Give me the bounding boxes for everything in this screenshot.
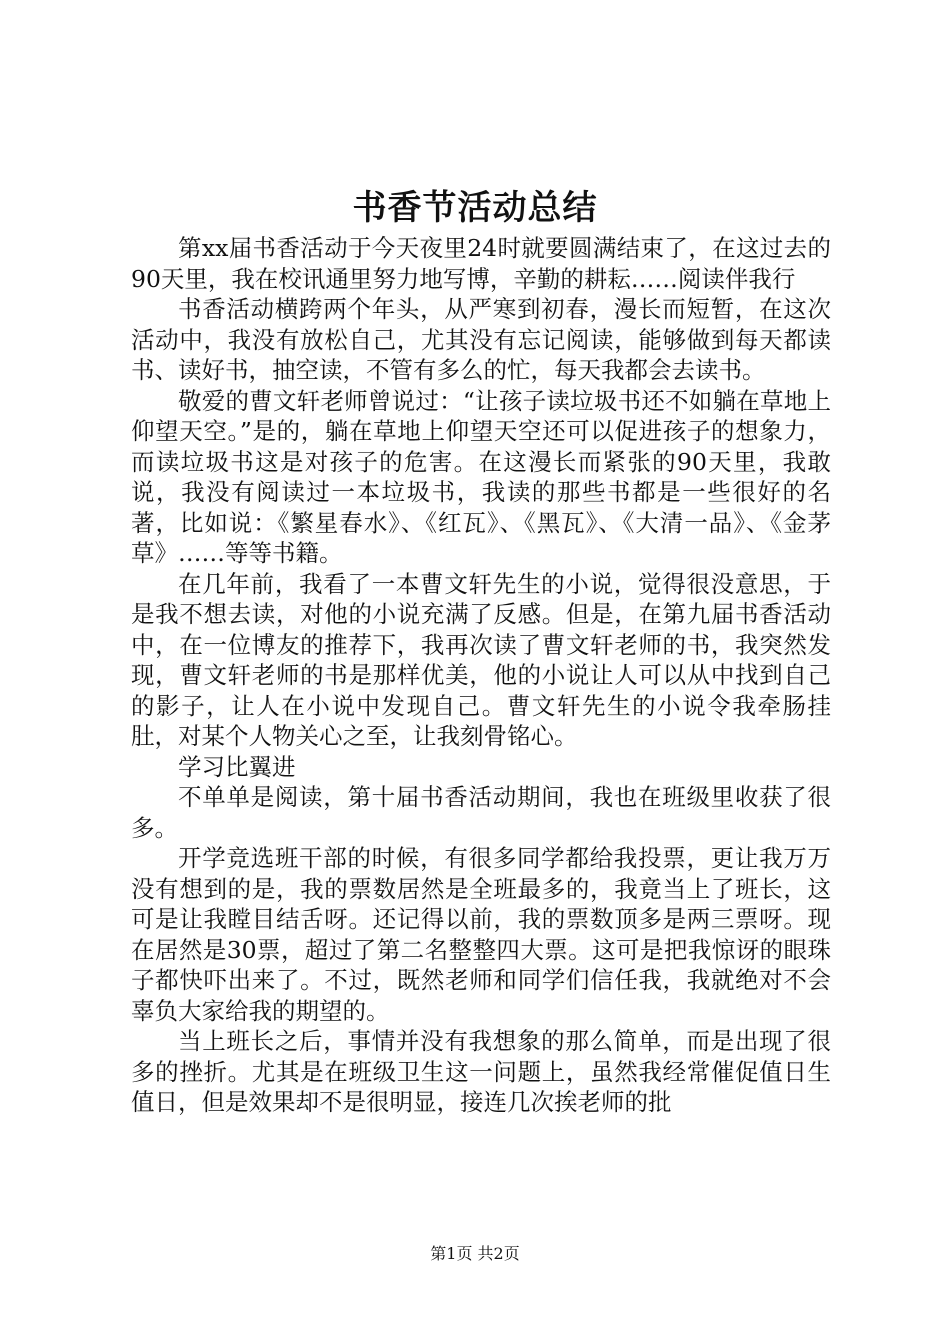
paragraph-1: 第xx届书香活动于今天夜里24时就要圆满结束了，在这过去的90天里，我在校讯通里努力地写博，辛勤的耕耘……阅读伴我行 [131, 234, 831, 293]
paragraph-3: 敬爱的曹文轩老师曾说过：“让孩子读垃圾书还不如躺在草地上仰望天空。”是的，躺在草地上仰望天空还可以促进孩子的想象力，而读垃圾书这是对孩子的危害。在这漫长而紧张的90天里，我敢说，我没有阅读过一本垃圾书，我读的那些书都是一些很好的名著，比如说：《繁星春水》、《红瓦》、《黑瓦》、《大清一品》、《金茅草》……等等书籍。 [131, 386, 831, 567]
paragraph-2: 书香活动横跨两个年头，从严寒到初春，漫长而短暂，在这次活动中，我没有放松自己，尤其没有忘记阅读，能够做到每天都读书、读好书，抽空读，不管有多么的忙，每天我都会去读书。 [131, 295, 831, 384]
paragraph-6: 开学竞选班干部的时候，有很多同学都给我投票，更让我万万没有想到的是，我的票数居然是全班最多的，我竟当上了班长，这可是让我瞠目结舌呀。还记得以前，我的票数顶多是两三票呀。现在居然是30票，超过了第二名整整四大票。这可是把我惊讶的眼珠子都快吓出来了。不过，既然老师和同学们信任我，我就绝对不会辜负大家给我的期望的。 [131, 844, 831, 1025]
paragraph-5: 不单单是阅读，第十届书香活动期间，我也在班级里收获了很多。 [131, 783, 831, 842]
document-body [131, 233, 831, 1118]
page-indicator: 第1页 共2页 [430, 1244, 520, 1263]
paragraph-7: 当上班长之后，事情并没有我想象的那么简单，而是出现了很多的挫折。尤其是在班级卫生这一问题上，虽然我经常催促值日生值日，但是效果却不是很明显，接连几次挨老师的批 [131, 1027, 831, 1116]
paragraph-4: 在几年前，我看了一本曹文轩先生的小说，觉得很没意思，于是我不想去读，对他的小说充满了反感。但是，在第九届书香活动中，在一位博友的推荐下，我再次读了曹文轩老师的书，我突然发现，曹文轩老师的书是那样优美，他的小说让人可以从中找到自己的影子，让人在小说中发现自己。曹文轩先生的小说令我牵肠挂肚，对某个人物关心之至，让我刻骨铭心。 [131, 569, 831, 750]
section-heading: 学习比翼进 [178, 752, 296, 781]
document-title: 书香节活动总结 [352, 188, 598, 228]
